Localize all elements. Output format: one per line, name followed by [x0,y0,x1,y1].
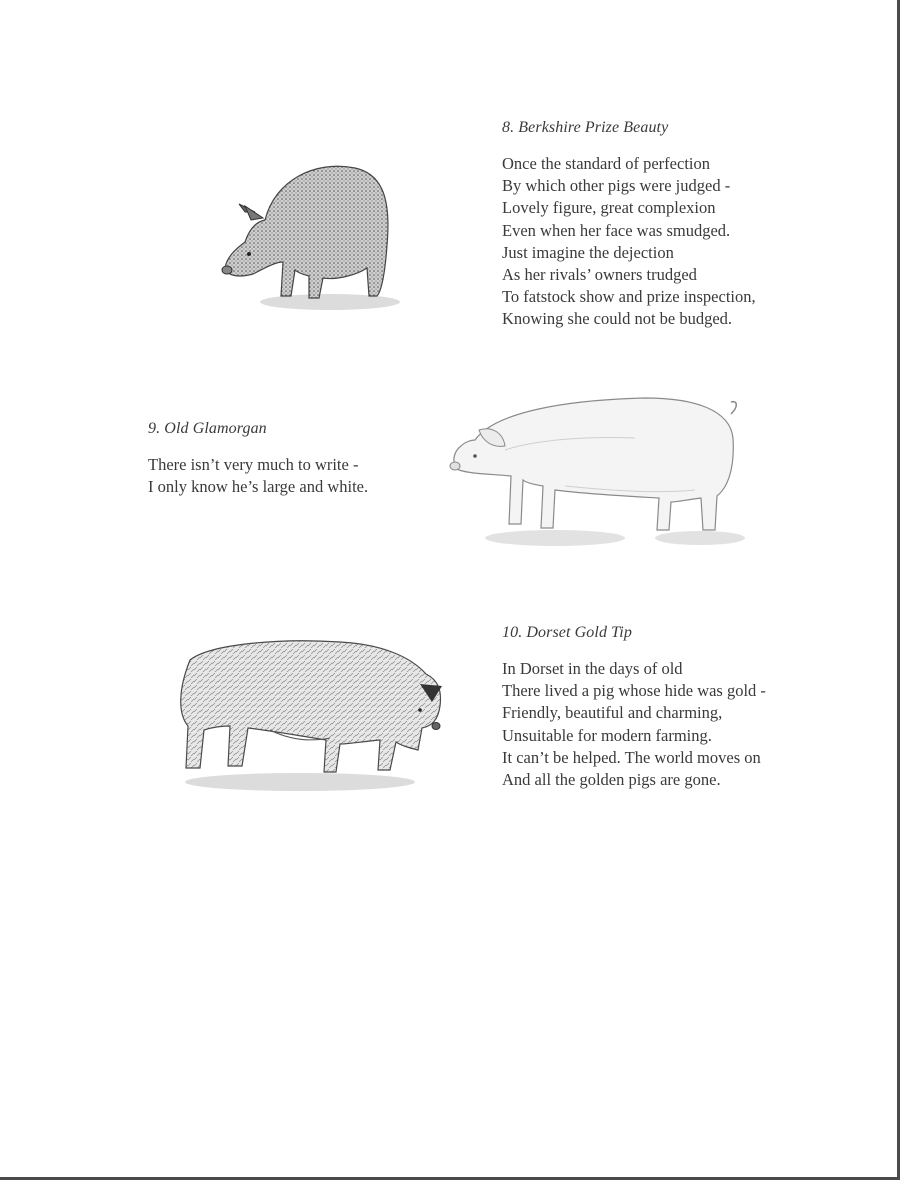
poem-title: 9. Old Glamorgan [148,420,267,437]
poem-line: Just imagine the dejection [502,242,674,262]
poem-old-glamorgan [148,420,368,498]
poem-berkshire-prize-beauty [502,119,756,331]
poem-title: 10. Dorset Gold Tip [502,624,632,641]
poem-line: In Dorset in the days of old [502,659,683,678]
berkshire-pig-illustration [205,150,405,320]
poem-line: There isn’t very much to write - [148,455,359,474]
poem-line: Once the standard of perfection [502,154,710,173]
poem-line: It can’t be helped. The world moves on [502,747,761,767]
poem-dorset-gold-tip [502,624,766,791]
poem-line: Friendly, beautiful and charming, [502,703,723,723]
poem-line: To fatstock show and prize inspection, [502,287,756,307]
poem-line: As her rivals’ owners trudged [502,265,697,285]
poem-title: 8. Berkshire Prize Beauty [502,119,669,136]
poem-line: Knowing she could not be budged. [502,309,733,329]
poem-line: By which other pigs were judged - [502,176,731,196]
poem-line: I only know he’s large and white. [148,477,369,497]
dorset-pig-illustration [170,630,460,800]
poem-line: There lived a pig whose hide was gold - [502,681,766,701]
poem-line: Even when her face was smudged. [502,220,731,240]
poem-line: And all the golden pigs are gone. [502,770,721,790]
white-pig-illustration [445,390,745,555]
poem-line: Unsuitable for modern farming. [502,725,712,745]
poem-line: Lovely figure, great complexion [502,198,716,218]
